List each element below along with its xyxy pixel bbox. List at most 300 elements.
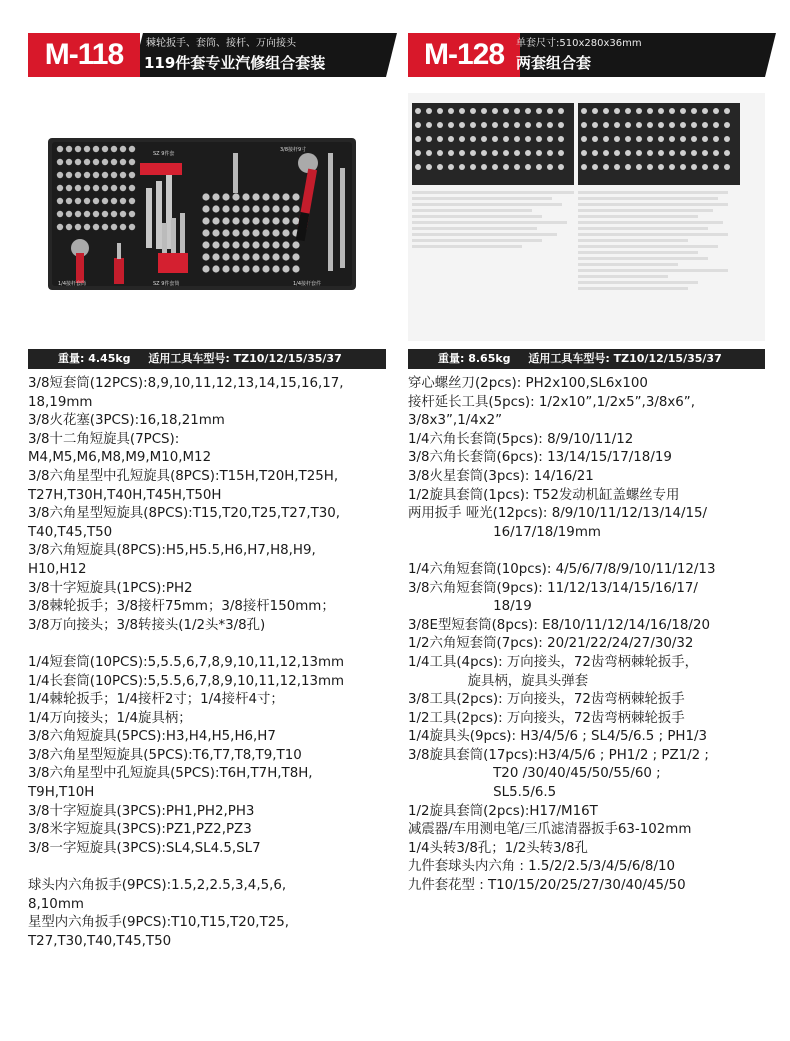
spec-line: 3/8火花塞(3PCS):16,18,21mm [28,413,225,429]
socket [426,150,432,156]
socket [93,198,99,204]
socket [724,150,730,156]
socket [558,150,564,156]
socket [75,224,81,230]
socket [603,108,609,114]
spec-line: 两用扳手 哑光(12pcs): 8/9/10/11/12/13/14/15/ [408,506,708,522]
model-badge: M-118 [28,33,140,77]
socket [525,108,531,114]
socket [272,229,279,236]
socket [232,241,239,248]
socket [282,265,289,272]
socket [272,217,279,224]
spec-line: 18/19 [408,599,532,615]
socket [242,241,249,248]
socket [691,108,697,114]
socket [514,108,520,114]
socket [282,217,289,224]
socket [129,146,135,152]
spec-line: 旋具柄，旋具头弹套 [408,673,589,689]
socket [547,136,553,142]
socket [625,122,631,128]
socket [437,108,443,114]
socket [437,150,443,156]
socket [492,108,498,114]
spec-line: 1/2旋具套筒(2pcs):H17/M16T [408,803,598,819]
socket [252,205,259,212]
socket [514,150,520,156]
compatible-models-text: 适用工具车型号: TZ10/12/15/35/37 [528,352,722,365]
spec-line: 3/8万向接头；3/8转接头(1/2头*3/8孔) [28,617,266,633]
socket [470,136,476,142]
socket [66,185,72,191]
socket [448,164,454,170]
socket [470,150,476,156]
socket [75,211,81,217]
socket [514,164,520,170]
socket [292,217,299,224]
socket [481,150,487,156]
socket [702,136,708,142]
spec-line: 3/8六角长套筒(6pcs): 13/14/15/17/18/19 [408,450,672,466]
socket [66,224,72,230]
spec-line: 1/4长套筒(10PCS):5,5.5,6,7,8,9,10,11,12,13mm [28,673,345,689]
socket [282,193,289,200]
socket [547,122,553,128]
spec-line: 3/8六角星型短旋具(5PCS):T6,T7,T8,T9,T10 [28,747,302,763]
socket [202,217,209,224]
m118-banner [28,33,386,83]
socket [84,172,90,178]
tool-tray-illustration [28,93,386,341]
socket [514,122,520,128]
socket [111,172,117,178]
socket [713,108,719,114]
spec-line: T20 /30/40/45/50/55/60 ; [408,766,661,782]
socket [75,198,81,204]
spec-line: 1/2六角短套筒(7pcs): 20/21/22/24/27/30/32 [408,636,694,652]
socket [252,229,259,236]
compatible-models-text: 适用工具车型号: TZ10/12/15/35/37 [148,352,342,365]
socket [448,150,454,156]
socket [120,172,126,178]
socket [242,193,249,200]
socket [547,164,553,170]
socket [222,265,229,272]
socket [426,108,432,114]
socket [669,164,675,170]
socket [111,198,117,204]
banner-title: 119件套专业汽修组合套装 [144,54,326,72]
socket [647,122,653,128]
socket [470,122,476,128]
spec-line: 3/8棘轮扳手；3/8接杆75mm；3/8接杆150mm； [28,599,335,615]
socket [232,217,239,224]
list-spacer [28,635,386,654]
socket [57,185,63,191]
socket [66,211,72,217]
spec-line: 3/8十字短旋具(3PCS):PH1,PH2,PH3 [28,803,255,819]
socket [592,164,598,170]
model-badge: M-128 [408,33,520,77]
socket [282,253,289,260]
socket [658,108,664,114]
socket [459,164,465,170]
m128-product-photo [408,93,765,341]
socket [111,185,117,191]
socket [702,150,708,156]
socket [202,193,209,200]
socket [481,122,487,128]
socket [481,164,487,170]
socket [470,108,476,114]
spec-line: 穿心螺丝刀(2pcs): PH2x100,SL6x100 [408,376,648,391]
dual-tray-illustration [408,93,765,341]
socket [262,241,269,248]
spec-line: 3/8六角短旋具(8PCS):H5,H5.5,H6,H7,H8,H9, [28,543,316,559]
socket [120,224,126,230]
tray-b [578,103,740,185]
socket [242,229,249,236]
socket [647,108,653,114]
socket [470,164,476,170]
socket [437,164,443,170]
socket [212,193,219,200]
socket [724,164,730,170]
socket [691,122,697,128]
tray-label-2: 3/8接杆9寸 [280,147,307,153]
socket [713,150,719,156]
banner-title: 两套组合套 [516,54,592,72]
socket [129,198,135,204]
socket [691,150,697,156]
socket [625,108,631,114]
socket [536,136,542,142]
socket [102,159,108,165]
spec-line: 1/4棘轮扳手；1/4接杆2寸；1/4接杆4寸； [28,692,284,708]
socket [448,122,454,128]
socket [282,205,289,212]
m118-column [28,0,386,951]
socket [614,164,620,170]
socket [252,265,259,272]
spec-line: 3/8一字短旋具(3PCS):SL4,SL4.5,SL7 [28,840,261,856]
socket [212,265,219,272]
socket [84,159,90,165]
socket [536,108,542,114]
socket [558,164,564,170]
socket [658,122,664,128]
socket [592,136,598,142]
socket [702,164,708,170]
socket [603,136,609,142]
socket [647,136,653,142]
socket [222,217,229,224]
socket [503,150,509,156]
spec-line: 1/4旋具头(9pcs): H3/4/5/6 ; SL4/5/6.5 ; PH1/3 [408,729,708,745]
socket [525,122,531,128]
socket [459,136,465,142]
socket [102,185,108,191]
socket [614,136,620,142]
socket [292,241,299,248]
socket [448,108,454,114]
socket [691,136,697,142]
socket [272,193,279,200]
tray-label-4: SZ 9件套筒 [153,281,180,287]
socket [232,193,239,200]
socket [202,265,209,272]
socket [66,172,72,178]
tray-a-legend [412,191,574,248]
socket [581,150,587,156]
socket [93,224,99,230]
spec-line: 3/8六角星型短旋具(8PCS):T15,T20,T25,T27,T30, [28,506,341,522]
spec-line: 3/8短套筒(12PCS):8,9,10,11,12,13,14,15,16,17, [28,376,344,391]
spec-line: 3/8六角星型中孔短旋具(8PCS):T15H,T20H,T25H, [28,468,339,484]
socket [129,172,135,178]
socket [503,122,509,128]
socket [625,136,631,142]
socket [713,164,719,170]
socket [282,241,289,248]
socket [625,150,631,156]
list-spacer [408,542,765,561]
socket [262,205,269,212]
socket [232,265,239,272]
socket [102,211,108,217]
socket [102,172,108,178]
socket [592,150,598,156]
socket [111,159,117,165]
spec-line: 3/8旋具套筒(17pcs):H3/4/5/6 ; PH1/2 ; PZ1/2 ; [408,747,709,763]
socket [658,136,664,142]
socket [603,122,609,128]
socket [84,211,90,217]
socket [547,108,553,114]
socket [222,193,229,200]
socket [129,185,135,191]
weight-text: 重量: 8.65kg [438,352,511,365]
socket [252,217,259,224]
socket [84,198,90,204]
socket [272,253,279,260]
spec-line: T9H,T10H [28,785,95,801]
socket [636,108,642,114]
socket [658,150,664,156]
socket [592,108,598,114]
socket [415,150,421,156]
socket [503,164,509,170]
socket [262,265,269,272]
socket [84,146,90,152]
socket [415,122,421,128]
socket [415,164,421,170]
socket [242,217,249,224]
spec-line: 减震器/车用测电笔/三爪滤清器扳手63-102mm [408,822,692,838]
socket [120,211,126,217]
socket [713,122,719,128]
m128-banner [408,33,765,83]
socket [492,122,498,128]
socket [426,122,432,128]
socket [547,150,553,156]
socket [536,122,542,128]
m118-spec-bar [28,349,386,369]
tray-label-5: 1/4接杆套件 [293,281,322,287]
socket [129,159,135,165]
tray-b-legend [578,191,728,290]
socket [680,136,686,142]
socket [212,217,219,224]
socket [614,122,620,128]
socket [581,108,587,114]
socket [481,136,487,142]
socket [129,224,135,230]
spec-line: 3/8十字短旋具(1PCS):PH2 [28,580,193,596]
spec-line: H10,H12 [28,561,87,577]
spec-line: 3/8E型短套筒(8pcs): E8/10/11/12/14/16/18/20 [408,617,710,633]
socket [262,193,269,200]
socket [262,229,269,236]
socket [282,229,289,236]
socket [57,159,63,165]
socket [262,217,269,224]
banner-subtitle: 单套尺寸:510x280x36mm [516,38,642,49]
socket [93,172,99,178]
banner-subtitle: 棘轮扳手、套筒、接杆、万向接头 [146,38,296,49]
socket [93,211,99,217]
socket [492,150,498,156]
socket [437,136,443,142]
socket [724,136,730,142]
spec-line: 1/2工具(2pcs): 万向接头，72齿弯柄棘轮扳手 [408,710,685,726]
tray-label-3: 1/4接杆套筒 [58,281,87,287]
socket [636,150,642,156]
spec-line: 3/8米字短旋具(3PCS):PZ1,PZ2,PZ3 [28,822,252,838]
socket [724,122,730,128]
socket [514,136,520,142]
socket [272,265,279,272]
spec-line: 1/4六角短套筒(10pcs): 4/5/6/7/8/9/10/11/12/13 [408,561,716,577]
tray-a [412,103,574,185]
socket [503,136,509,142]
spec-line: 3/8六角短套筒(9pcs): 11/12/13/14/15/16/17/ [408,580,698,596]
socket [426,164,432,170]
socket [658,164,664,170]
socket [272,205,279,212]
socket [680,150,686,156]
spec-line: T40,T45,T50 [28,524,113,540]
socket [222,241,229,248]
socket [503,108,509,114]
socket [202,229,209,236]
list-spacer [28,858,386,877]
socket [558,122,564,128]
socket [492,164,498,170]
socket [93,185,99,191]
socket [636,164,642,170]
spec-line: 1/4工具(4pcs): 万向接头，72齿弯柄棘轮扳手， [408,654,699,670]
m128-spec-bar [408,349,765,369]
socket [592,122,598,128]
socket [415,136,421,142]
socket [120,185,126,191]
socket [625,164,631,170]
spec-line: T27,T30,T40,T45,T50 [28,933,172,949]
socket [75,146,81,152]
spec-line: 1/4头转3/8孔；1/2头转3/8孔 [408,840,588,856]
socket [603,150,609,156]
socket [292,253,299,260]
socket [459,122,465,128]
spec-line: 3/8x3”,1/4x2” [408,413,503,429]
spec-line: 星型内六角扳手(9PCS):T10,T15,T20,T25, [28,915,290,931]
spec-line: 1/2旋具套筒(1pcs): T52发动机缸盖螺丝专用 [408,487,680,503]
spec-line: 1/4短套筒(10PCS):5,5.5,6,7,8,9,10,11,12,13mm [28,654,345,670]
socket [75,159,81,165]
socket [57,198,63,204]
socket [252,241,259,248]
m128-contents-list [408,375,765,896]
socket [212,241,219,248]
socket [222,205,229,212]
spec-line: 九件套花型 : T10/15/20/25/27/30/40/45/50 [408,878,686,894]
socket [536,150,542,156]
socket [647,150,653,156]
socket [724,108,730,114]
socket [262,253,269,260]
socket [111,146,117,152]
spec-line: 3/8十二角短旋具(7PCS): [28,431,180,447]
socket [669,150,675,156]
socket [292,193,299,200]
socket [120,198,126,204]
socket [57,172,63,178]
socket [581,164,587,170]
socket [492,136,498,142]
spec-line: 3/8工具(2pcs): 万向接头，72齿弯柄棘轮扳手 [408,692,685,708]
socket [57,224,63,230]
socket [252,193,259,200]
socket [636,122,642,128]
socket [57,146,63,152]
socket [202,241,209,248]
socket [120,146,126,152]
spec-line: M4,M5,M6,M8,M9,M10,M12 [28,450,212,466]
spec-line: 8,10mm [28,896,84,912]
socket [75,172,81,178]
socket [272,241,279,248]
socket [680,122,686,128]
spec-line: 九件套球头内六角 : 1.5/2/2.5/3/4/5/6/8/10 [408,859,675,875]
socket [222,253,229,260]
spec-line: 1/4万向接头；1/4旋具柄； [28,710,192,726]
socket [102,198,108,204]
spec-line: 18,19mm [28,394,93,410]
spec-line: T27H,T30H,T40H,T45H,T50H [28,487,222,503]
socket [536,164,542,170]
socket [702,108,708,114]
socket [222,229,229,236]
socket [232,229,239,236]
socket [57,211,63,217]
spec-line: 接杆延长工具(5pcs): 1/2x10”,1/2x5”,3/8x6”, [408,394,696,410]
socket [614,108,620,114]
socket [66,146,72,152]
socket [669,136,675,142]
spec-line: 3/8火星套筒(3pcs): 14/16/21 [408,468,594,484]
